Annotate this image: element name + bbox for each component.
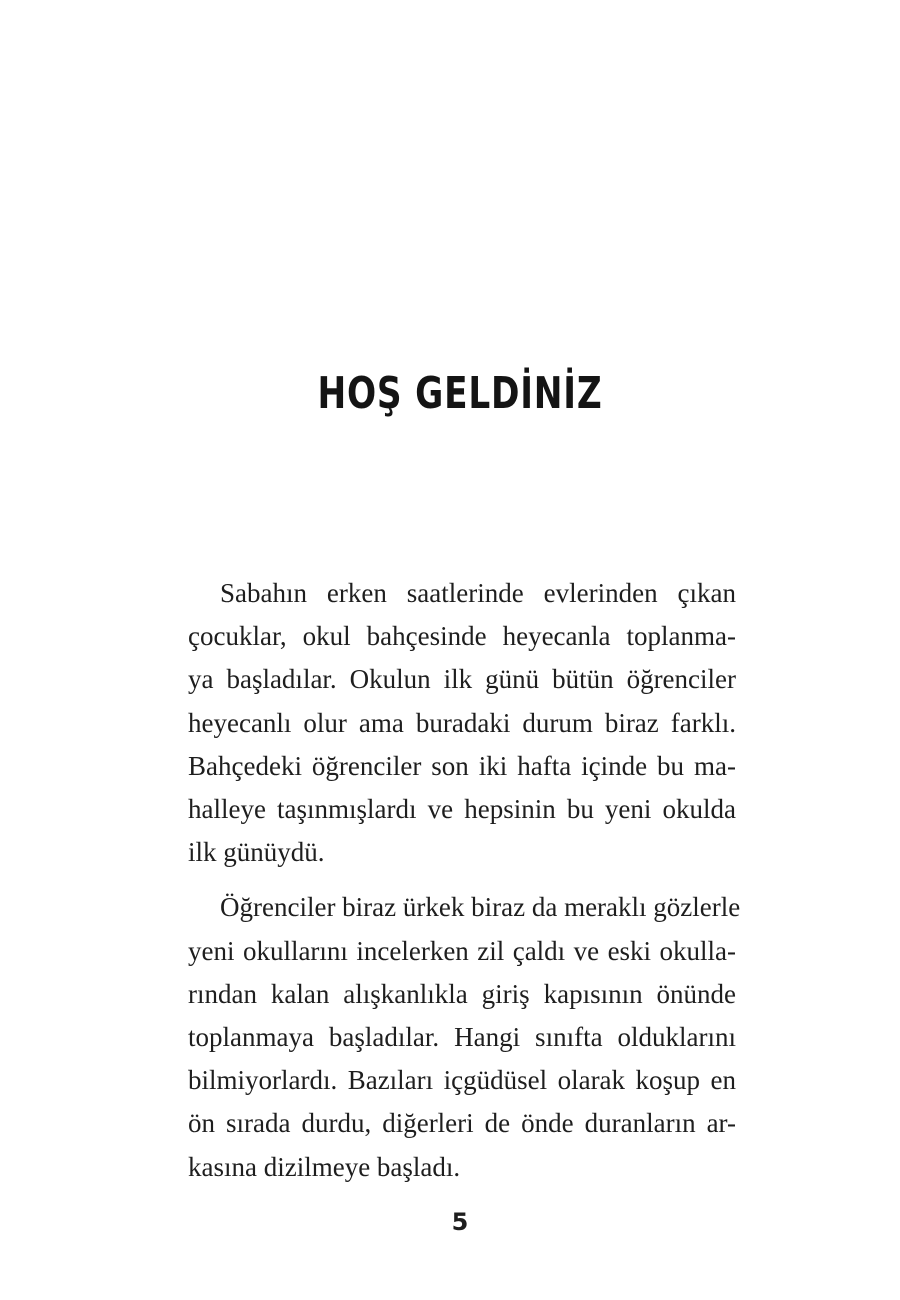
- text-line: heyecanlı olur ama buradaki durum biraz farklı.: [188, 707, 736, 738]
- text-line: Bahçedeki öğrenciler son iki hafta içinde bu ma-: [188, 750, 736, 781]
- text-line: halleye taşınmışlardı ve hepsinin bu yeni okulda: [188, 794, 736, 825]
- text-line: yeni okullarını incelerken zil çaldı ve eski okulla-: [188, 935, 736, 966]
- text-line: ön sırada durdu, diğerleri de önde duranların ar-: [188, 1108, 736, 1139]
- text-line: bilmiyorlardı. Bazıları içgüdüsel olarak koşup en: [188, 1065, 736, 1096]
- text-line: ilk günüydü.: [188, 837, 325, 868]
- body-text: [188, 572, 741, 1189]
- text-line: çocuklar, okul bahçesinde heyecanla toplanma-: [188, 621, 736, 652]
- text-line: rından kalan alışkanlıkla giriş kapısının önünde: [188, 978, 736, 1009]
- paragraph-2: [188, 886, 741, 1188]
- text-line: Sabahın erken saatlerinde evlerinden çıkan: [220, 578, 736, 608]
- text-line: toplanmaya başladılar. Hangi sınıfta olduklarını: [188, 1022, 736, 1053]
- text-line: Öğrenciler biraz ürkek biraz da meraklı gözlerle: [220, 892, 741, 923]
- chapter-title: HOŞ GELDİNİZ: [317, 368, 603, 419]
- text-line: kasına dizilmeye başladı.: [188, 1151, 461, 1182]
- text-line: ya başladılar. Okulun ilk günü bütün öğrenciler: [188, 664, 736, 695]
- paragraph-1: [188, 572, 736, 874]
- page-number: 5: [451, 1208, 469, 1236]
